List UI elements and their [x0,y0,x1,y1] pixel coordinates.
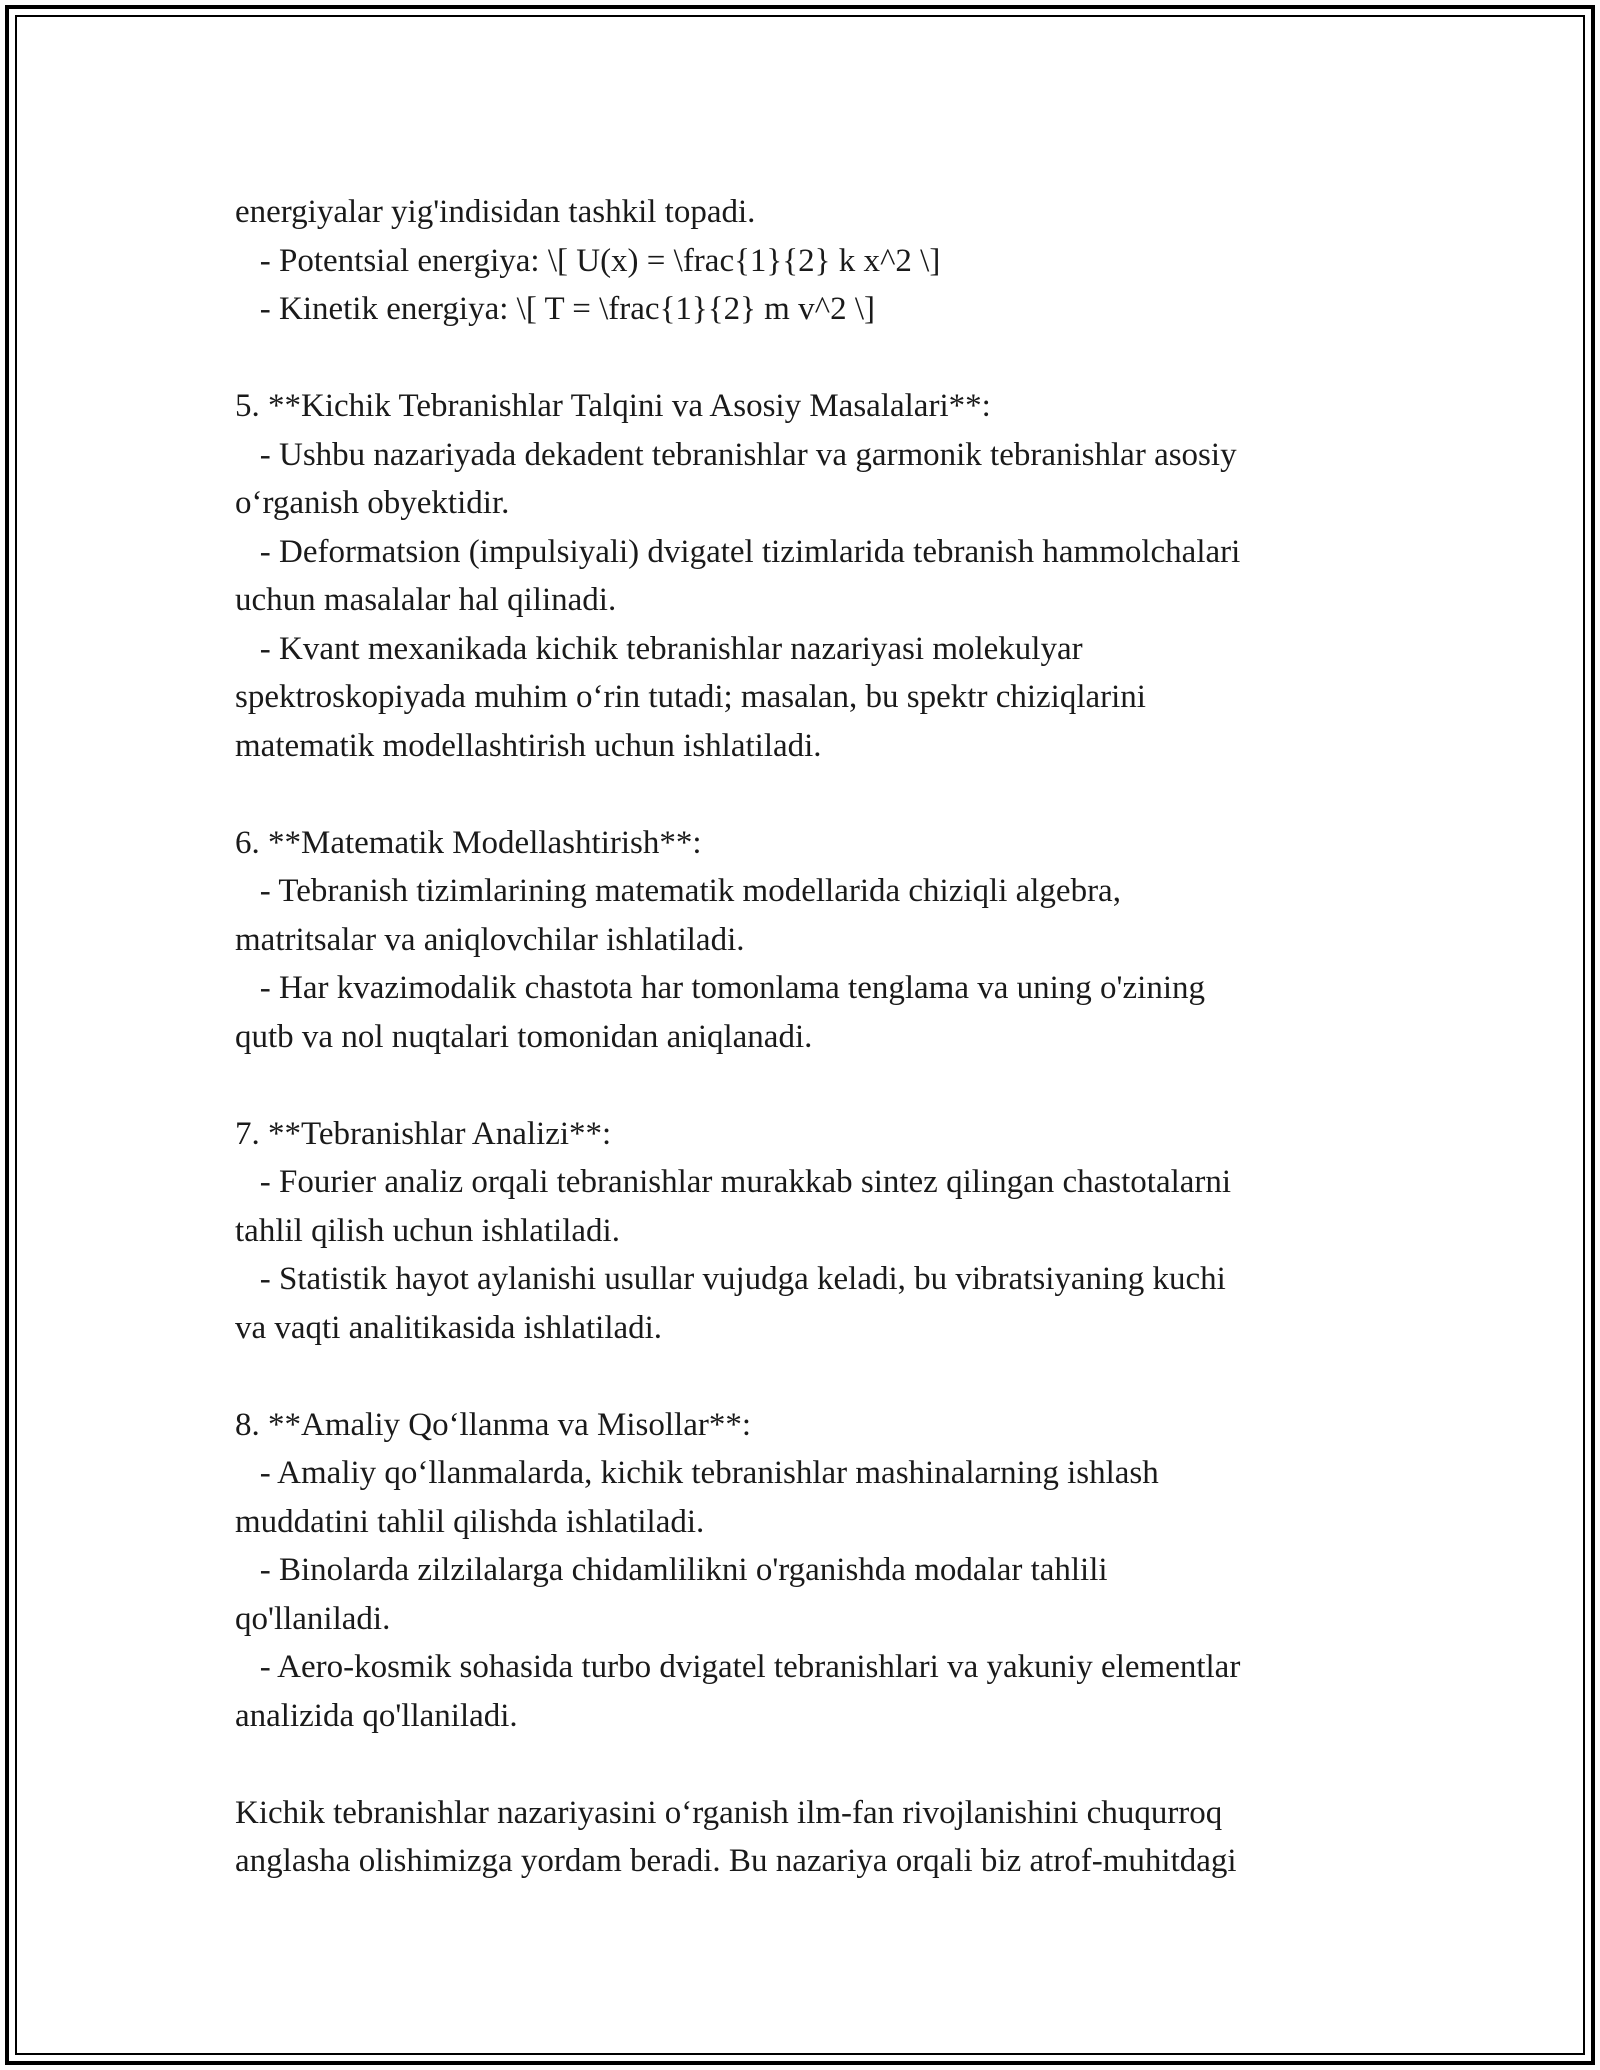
text-line: spektroskopiyada muhim o‘rin tutadi; masalan, bu spektr chiziqlarini [235,679,1146,715]
text-line: o‘rganish obyektidir. [235,485,510,521]
text-line: - Statistik hayot aylanishi usullar vujudga keladi, bu vibratsiyaning kuchi [235,1261,1226,1297]
text-line: - Ushbu nazariyada dekadent tebranishlar va garmonik tebranishlar asosiy [235,436,1237,473]
text-line: - Tebranish tizimlarining matematik modellarida chiziqli algebra, [235,873,1121,909]
document-body [235,188,1375,1886]
text-line: 6. **Matematik Modellashtirish**: [235,824,702,861]
text-line: qo'llaniladi. [235,1600,391,1637]
text-line: matematik modellashtirish uchun ishlatiladi. [235,727,822,764]
text-line: va vaqti analitikasida ishlatiladi. [235,1309,663,1346]
text-line: anglasha olishimizga yordam beradi. Bu nazariya orqali biz atrof-muhitdagi [235,1843,1237,1879]
text-line: - Fourier analiz orqali tebranishlar murakkab sintez qilingan chastotalarni [235,1164,1232,1200]
paragraph-gap [235,1061,1375,1110]
text-line: tahlil qilish uchun ishlatiladi. [235,1212,620,1249]
paragraph-gap [235,334,1375,383]
text-line: - Potentsial energiya: \[ U(x) = \frac{1}{2} k x^2 \] [235,242,941,279]
text-line: 5. **Kichik Tebranishlar Talqini va Asosiy Masalalari**: [235,388,991,424]
text-line: - Deformatsion (impulsiyali) dvigatel tizimlarida tebranish hammolchalari [235,533,1241,570]
text-line: matritsalar va aniqlovchilar ishlatiladi. [235,921,745,958]
text-line: 7. **Tebranishlar Analizi**: [235,1115,612,1152]
paragraph-gap [235,1352,1375,1401]
text-line: - Har kvazimodalik chastota har tomonlama tenglama va uning o'zining [235,970,1205,1006]
text-line: 8. **Amaliy Qo‘llanma va Misollar**: [235,1406,751,1443]
text-line: analizida qo'llaniladi. [235,1697,518,1734]
text-line: qutb va nol nuqtalari tomonidan aniqlanadi. [235,1018,813,1055]
text-line: - Aero-kosmik sohasida turbo dvigatel tebranishlari va yakuniy elementlar [235,1649,1241,1685]
text-line: - Kvant mexanikada kichik tebranishlar nazariyasi molekulyar [235,630,1083,667]
text-line: uchun masalalar hal qilinadi. [235,582,617,618]
text-line: - Amaliy qo‘llanmalarda, kichik tebranishlar mashinalarning ishlash [235,1455,1159,1491]
text-line: Kichik tebranishlar nazariyasini o‘rganish ilm-fan rivojlanishini chuqurroq [235,1794,1223,1831]
paragraph-gap [235,770,1375,819]
text-line: - Kinetik energiya: \[ T = \frac{1}{2} m v^2 \] [235,291,875,327]
text-line: energiyalar yig'indisidan tashkil topadi. [235,194,756,230]
text-line: - Binolarda zilzilalarga chidamlilikni o'rganishda modalar tahlili [235,1552,1108,1588]
paragraph-gap [235,1740,1375,1789]
text-line: muddatini tahlil qilishda ishlatiladi. [235,1503,705,1540]
